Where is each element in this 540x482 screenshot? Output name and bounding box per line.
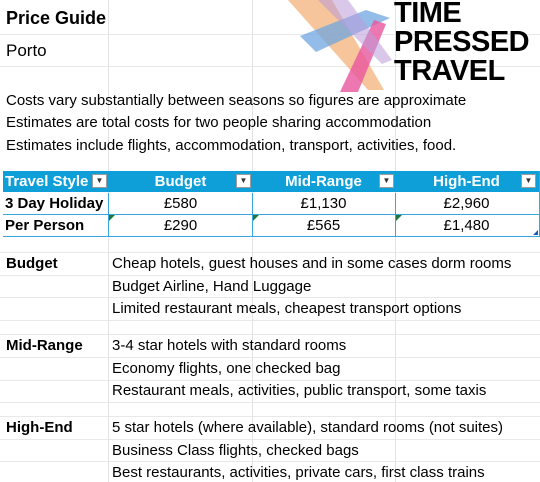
section-label-mid-range[interactable]: Mid-Range xyxy=(6,337,83,354)
table-cell[interactable]: £565 xyxy=(306,217,341,234)
section-item[interactable]: 5 star hotels (where available), standard rooms (not suites) xyxy=(112,419,504,436)
table-resize-handle-icon[interactable] xyxy=(533,230,538,235)
section-item[interactable]: Economy flights, one checked bag xyxy=(112,360,341,377)
column-header-travel-style[interactable]: Travel Style xyxy=(5,173,89,190)
brand-logo-text xyxy=(394,0,529,86)
section-item[interactable]: Limited restaurant meals, cheapest transport options xyxy=(112,300,462,317)
page-title[interactable]: Price Guide xyxy=(6,8,107,28)
table-header-row xyxy=(3,171,539,192)
section-item[interactable]: Cheap hotels, guest houses and in some cases dorm rooms xyxy=(112,255,512,272)
row-label[interactable]: 3 Day Holiday xyxy=(5,195,104,212)
column-header-mid-range[interactable]: Mid-Range xyxy=(285,173,362,190)
table-cell[interactable]: £1,130 xyxy=(300,195,347,212)
note-line[interactable]: Estimates include flights, accommodation, transport, activities, food. xyxy=(6,137,457,154)
note-line[interactable]: Estimates are total costs for two people sharing accommodation xyxy=(6,114,432,131)
gridline xyxy=(0,275,540,276)
gridline xyxy=(108,0,109,482)
filter-dropdown-icon[interactable]: ▼ xyxy=(92,174,107,188)
note-line[interactable]: Costs vary substantially between seasons so figures are approximate xyxy=(6,92,467,109)
section-label-budget[interactable]: Budget xyxy=(6,255,58,272)
gridline xyxy=(0,297,540,298)
filter-dropdown-icon[interactable]: ▼ xyxy=(236,174,251,188)
section-item[interactable]: Best restaurants, activities, private cars, first class trains xyxy=(112,464,485,481)
section-item[interactable]: Restaurant meals, activities, public transport, some taxis xyxy=(112,382,487,399)
filter-dropdown-icon[interactable]: ▼ xyxy=(379,174,394,188)
logo-line: PRESSED xyxy=(394,26,530,58)
gridline xyxy=(0,439,540,440)
city-name[interactable]: Porto xyxy=(6,41,47,60)
gridline xyxy=(0,402,540,403)
table-cell[interactable]: £1,480 xyxy=(443,217,490,234)
logo-line: TRAVEL xyxy=(394,55,505,87)
gridline xyxy=(0,334,540,335)
table-row xyxy=(3,193,539,215)
filter-dropdown-icon[interactable]: ▼ xyxy=(521,174,536,188)
section-label-high-end[interactable]: High-End xyxy=(6,419,73,436)
gridline xyxy=(252,0,253,482)
column-header-high-end[interactable]: High-End xyxy=(433,173,500,190)
gridline xyxy=(0,252,540,253)
table-cell[interactable]: £290 xyxy=(163,217,198,234)
gridline xyxy=(0,357,540,358)
table-row xyxy=(3,215,539,237)
table-cell[interactable]: £2,960 xyxy=(443,195,490,212)
column-header-budget[interactable]: Budget xyxy=(154,173,207,190)
row-label[interactable]: Per Person xyxy=(5,217,85,234)
section-item[interactable]: 3-4 star hotels with standard rooms xyxy=(112,337,347,354)
section-item[interactable]: Budget Airline, Hand Luggage xyxy=(112,278,312,295)
gridline xyxy=(0,380,540,381)
logo-line: TIME xyxy=(394,0,462,29)
gridline xyxy=(0,416,540,417)
gridline xyxy=(0,320,540,321)
table-cell[interactable]: £580 xyxy=(163,195,198,212)
section-item[interactable]: Business Class flights, checked bags xyxy=(112,442,359,459)
gridline xyxy=(0,461,540,462)
